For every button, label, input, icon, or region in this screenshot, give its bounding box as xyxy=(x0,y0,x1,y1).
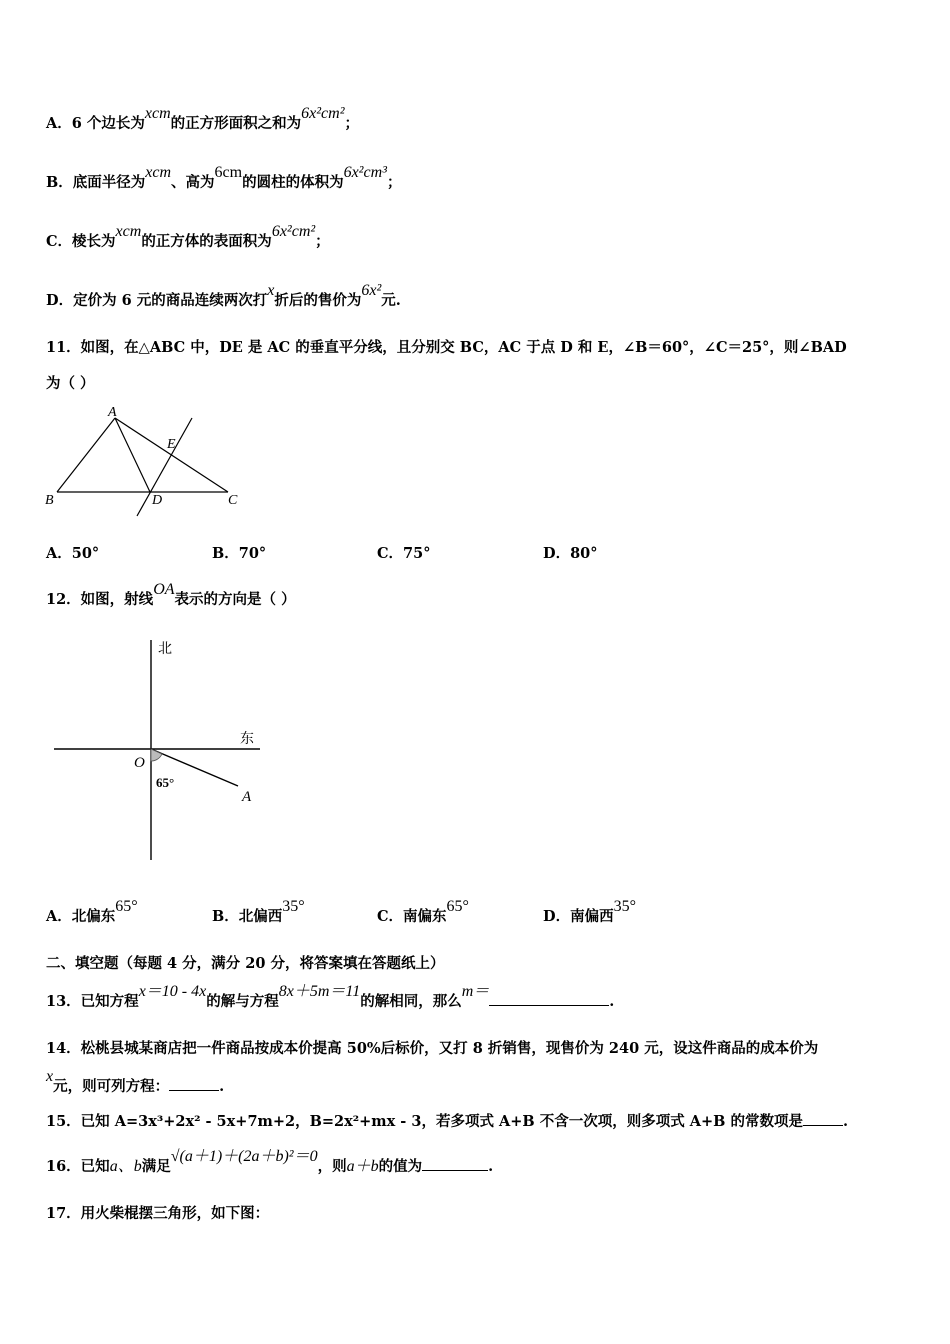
label-B: B xyxy=(45,493,54,508)
q15: 15．已知 A=3x³+2x² - 5x+7m+2，B=2x²+mx - 3，若多项式 A+B 不含一次项，则多项式 A+B 的常数项是 . xyxy=(46,1113,849,1130)
q12-option-c: C．南偏东65° xyxy=(377,898,469,925)
answer-blank xyxy=(422,1156,488,1171)
label-origin: O xyxy=(134,755,145,771)
q12-option-a: A．北偏东65° xyxy=(46,898,138,925)
answer-blank xyxy=(803,1111,843,1126)
q11-triangle-figure xyxy=(40,400,260,522)
label-north: 北 xyxy=(158,642,172,657)
q11-option-b: B．70° xyxy=(212,545,267,562)
q14-line2: x元，则可列方程： . xyxy=(46,1068,225,1095)
q11-stem-line2: 为（ ） xyxy=(46,375,95,392)
label-C: C xyxy=(228,493,238,508)
q11-option-c: C．75° xyxy=(377,545,431,562)
q12-stem: 12．如图，射线OA表示的方向是（ ） xyxy=(46,581,296,608)
option-10a: A．6 个边长为xcm的正方形面积之和为6x²cm²； xyxy=(46,105,360,132)
option-10b: B．底面半径为xcm、高为6cm的圆柱的体积为6x²cm³； xyxy=(46,164,402,191)
label-point-a: A xyxy=(242,789,252,805)
q12-option-b: B．北偏西35° xyxy=(212,898,305,925)
label-angle: 65° xyxy=(156,775,175,790)
q11-option-d: D．80° xyxy=(543,545,598,562)
label-E: E xyxy=(167,437,176,452)
label-east: 东 xyxy=(240,732,254,747)
q16: 16．已知a、b满足√(a＋1)＋(2a＋b)²＝0，则a＋b的值为 . xyxy=(46,1148,494,1175)
q14-line1: 14．松桃县城某商店把一件商品按成本价提高 50%后标价，又打 8 折销售，现售价为 240 元，设这件商品的成本价为 xyxy=(46,1040,819,1057)
q11-stem-line1: 11．如图，在△ABC 中，DE 是 AC 的垂直平分线，且分别交 BC，AC 于点 D 和 E，∠B＝60°，∠C＝25°，则∠BAD xyxy=(46,339,847,356)
q11-option-a: A．50° xyxy=(46,545,100,562)
label-A: A xyxy=(108,405,117,420)
q12-direction-figure xyxy=(50,636,280,866)
section-heading: 二、填空题（每题 4 分，满分 20 分，将答案填在答题纸上） xyxy=(46,955,445,972)
option-10c: C．棱长为xcm的正方体的表面积为6x²cm²； xyxy=(46,223,330,250)
q17: 17．用火柴棍摆三角形，如下图： xyxy=(46,1205,270,1222)
q12-option-d: D．南偏西35° xyxy=(543,898,636,925)
label-D: D xyxy=(152,493,163,508)
q13: 13．已知方程x＝10 - 4x的解与方程8x＋5m＝11的解相同，那么m＝. xyxy=(46,983,615,1010)
answer-blank xyxy=(169,1076,219,1091)
answer-blank xyxy=(489,991,609,1006)
option-10d: D．定价为 6 元的商品连续两次打x折后的售价为6x²元. xyxy=(46,282,401,309)
